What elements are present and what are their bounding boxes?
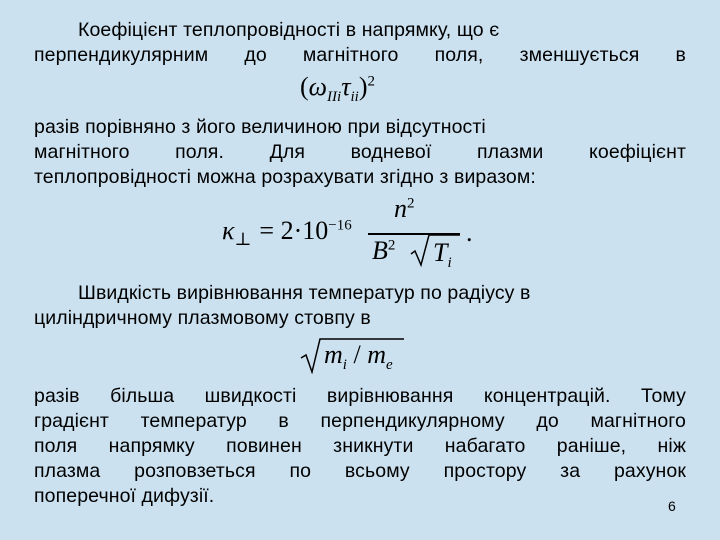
paragraph-gradient-vanishes (34, 384, 686, 509)
formula-power: 2 (367, 73, 376, 90)
text-line: разів порівняно з його величиною при відсутності (34, 116, 486, 138)
text-line: Швидкість вирівнювання температур по радіусу в (78, 282, 531, 304)
paragraph-hydrogen-plasma (34, 115, 686, 190)
formula-perp-symbol: ⊥ (234, 229, 252, 250)
text-line: теплопровідності можна розрахувати згідно з виразом: (34, 166, 536, 188)
text-line: циліндричному плазмовому стовпу в (34, 307, 371, 329)
formula-omega: ω (308, 72, 328, 101)
formula-me-subscript: e (385, 357, 393, 374)
formula-den-B-power: 2 (387, 237, 396, 254)
text-line: перпендикулярним до магнітного поля, зменшується в (34, 44, 686, 66)
text-line: плазма розповзеться по всьому простору за рахунок (34, 460, 686, 482)
formula-me: m (367, 340, 386, 369)
formula-den-B: B (372, 236, 388, 265)
formula-omega-subscript: IIi (327, 89, 342, 106)
text-line: Коефіцієнт теплопровідності в напрямку, що є (78, 19, 500, 41)
formula-numerator-n: n (394, 194, 407, 223)
formula-tau: τ (341, 72, 351, 101)
formula-kappa-perp (222, 196, 482, 276)
formula-exponent: −16 (328, 217, 352, 234)
formula-den-T-subscript: i (447, 255, 452, 272)
text-line: магнітного поля. Для водневої плазми коефіцієнт (34, 141, 686, 163)
formula-mi-subscript: i (342, 357, 347, 374)
formula-mass-ratio-sqrt (300, 336, 410, 376)
text-line: поля напрямку повинен зникнути набагато раніше, ніж (34, 435, 686, 457)
formula-numerator-power: 2 (407, 195, 415, 212)
formula-tau-subscript: ii (350, 89, 359, 106)
formula-dot: . (466, 218, 473, 247)
formula-kappa: κ (222, 216, 235, 245)
formula-slash: / (346, 340, 368, 369)
formula-den-T: T (433, 238, 448, 267)
formula-omega-tau-squared: $(\omega_{IIi}\tau_{ii})^2$ (300, 72, 376, 106)
text-line: разів більша швидкості вирівнювання концентрацій. Тому (34, 385, 686, 407)
paragraph-thermal-conductivity (34, 18, 686, 68)
page-number: 6 (668, 498, 676, 514)
formula-coefficient: = 2·10 (259, 216, 329, 245)
formula-mi: m (324, 340, 343, 369)
text-line: градієнт температур в перпендикулярному до магнітного (34, 410, 686, 432)
paragraph-equalization-rate (34, 281, 686, 331)
text-line: поперечної дифузії. (34, 485, 215, 507)
